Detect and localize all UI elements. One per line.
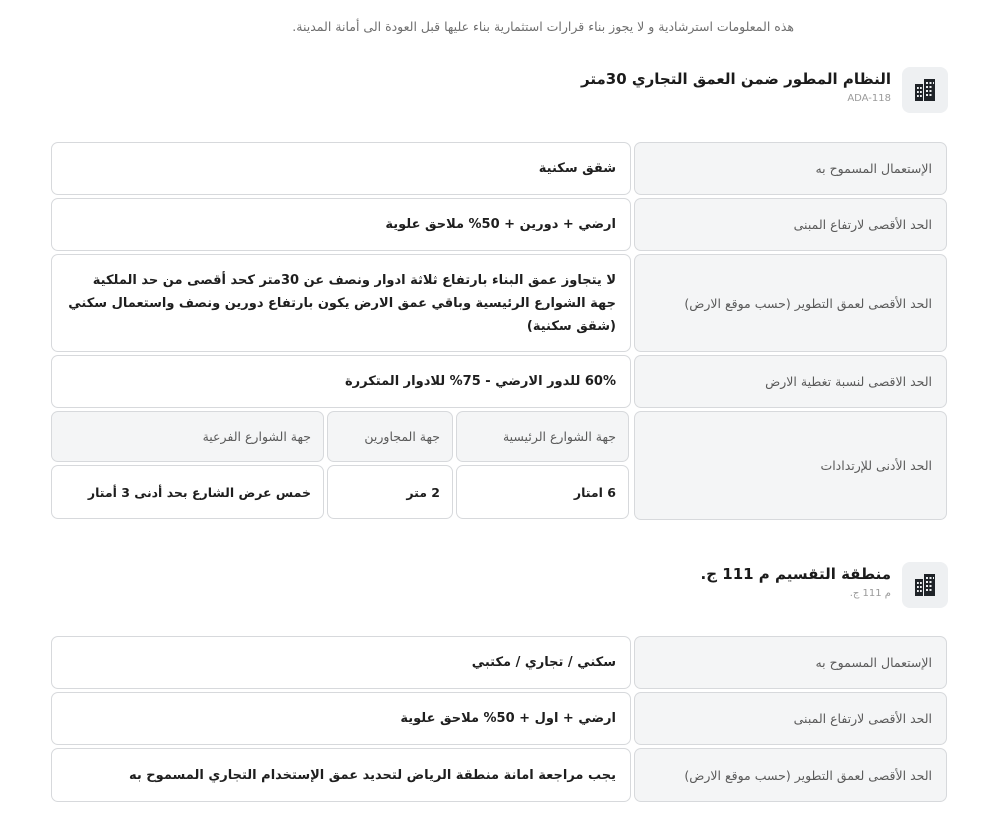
row-value: ارضي + اول + 50% ملاحق علوية bbox=[51, 692, 631, 745]
setback-header-side-street: جهة الشوارع الفرعية bbox=[51, 411, 324, 462]
row-label: الإستعمال المسموح به bbox=[634, 142, 947, 195]
row-value: ارضي + دورين + 50% ملاحق علوية bbox=[51, 198, 631, 251]
row-value: 60% للدور الارضي - 75% للادوار المتكررة bbox=[51, 355, 631, 408]
section1-header bbox=[581, 67, 948, 115]
building-icon bbox=[902, 67, 948, 113]
disclaimer-text: هذه المعلومات استرشادية و لا يجوز بناء قرارات استثمارية بناء عليها قبل العودة الى أمانة المدينة. bbox=[292, 19, 794, 34]
section1-title: النظام المطور ضمن العمق التجاري 30متر bbox=[581, 70, 891, 88]
setbacks-label: الحد الأدنى للإرتدادات bbox=[634, 411, 947, 520]
row-value: سكني / تجاري / مكتبي bbox=[51, 636, 631, 689]
setback-value-neighbors: 2 متر bbox=[327, 465, 453, 519]
building-icon bbox=[902, 562, 948, 608]
section2-header bbox=[648, 562, 948, 610]
row-label: الحد الأقصى لعمق التطوير (حسب موقع الارض) bbox=[634, 254, 947, 352]
setback-header-main-street: جهة الشوارع الرئيسية bbox=[456, 411, 629, 462]
row-label: الحد الأقصى لارتفاع المبنى bbox=[634, 692, 947, 745]
row-label: الحد الأقصى لعمق التطوير (حسب موقع الارض) bbox=[634, 748, 947, 802]
row-label: الحد الأقصى لارتفاع المبنى bbox=[634, 198, 947, 251]
section2-code: م 111 ج. bbox=[849, 588, 891, 599]
row-value: شقق سكنية bbox=[51, 142, 631, 195]
row-value: يجب مراجعة امانة منطقة الرياض لتحديد عمق الإستخدام التجاري المسموح به bbox=[51, 748, 631, 802]
row-value: لا يتجاوز عمق البناء بارتفاع ثلاثة ادوار ونصف عن 30متر كحد أقصى من حد الملكية جهة الشوارع الرئيسية وباقي عمق الارض يكون بارتفاع دورين ونصف واستعمال سكني (شقق سكنية) bbox=[51, 254, 631, 352]
setback-header-neighbors: جهة المجاورين bbox=[327, 411, 453, 462]
section1-code: ADA-118 bbox=[847, 93, 891, 104]
row-label: الحد الاقصى لنسبة تغطية الارض bbox=[634, 355, 947, 408]
section2-title: منطقة التقسيم م 111 ج. bbox=[700, 565, 891, 583]
row-label: الإستعمال المسموح به bbox=[634, 636, 947, 689]
setback-value-main-street: 6 امتار bbox=[456, 465, 629, 519]
setback-value-side-street: خمس عرض الشارع بحد أدنى 3 أمتار bbox=[51, 465, 324, 519]
